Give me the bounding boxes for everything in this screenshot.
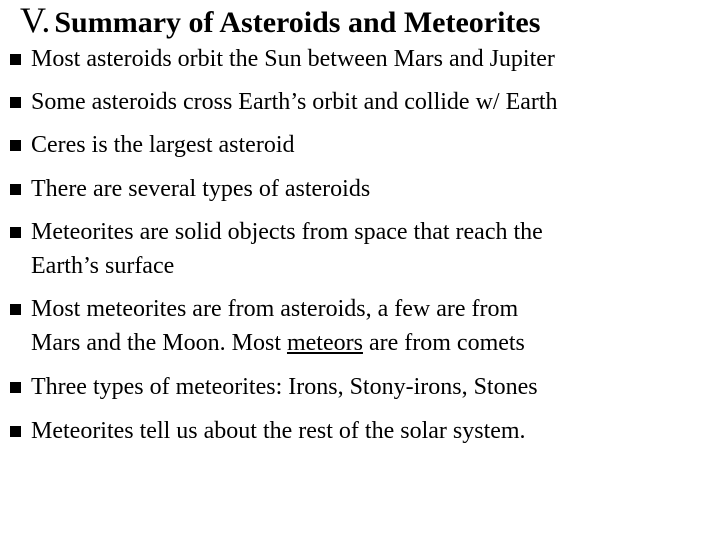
bullet-square-icon (10, 184, 21, 195)
bullet-square-icon (10, 426, 21, 437)
bullet-text: Meteorites tell us about the rest of the solar system. (31, 418, 526, 444)
bullet-text-segment: are from comets (362, 330, 525, 356)
bullet-square-icon (10, 304, 21, 315)
bullet-text: Most asteroids orbit the Sun between Mars and Jupiter (31, 46, 555, 72)
bullet-text: Ceres is the largest asteroid (31, 132, 295, 158)
bullet-text-line-1: Most meteorites are from asteroids, a few are from (31, 296, 519, 322)
bullet-text: There are several types of asteroids (31, 176, 371, 202)
bullet-text-line-2: Earth’s surface (31, 253, 175, 279)
bullet-text: Three types of meteorites: Irons, Stony-irons, Stones (31, 374, 538, 400)
bullet-text: Some asteroids cross Earth’s orbit and collide w/ Earth (31, 89, 558, 115)
bullet-square-icon (10, 140, 21, 151)
title-text: Summary of Asteroids and Meteorites (54, 6, 541, 39)
bullet-square-icon (10, 227, 21, 238)
bullet-text-line-2 (31, 326, 711, 360)
bullet-text-segment: Mars and the Moon. Most (31, 330, 287, 356)
bullet-square-icon (10, 382, 21, 393)
bullet-square-icon (10, 97, 21, 108)
underlined-term-meteors: meteors (286, 330, 363, 356)
title-number: V. (20, 0, 51, 40)
bullet-text-line-1: Meteorites are solid objects from space that reach the (31, 219, 543, 245)
bullet-square-icon (10, 54, 21, 65)
